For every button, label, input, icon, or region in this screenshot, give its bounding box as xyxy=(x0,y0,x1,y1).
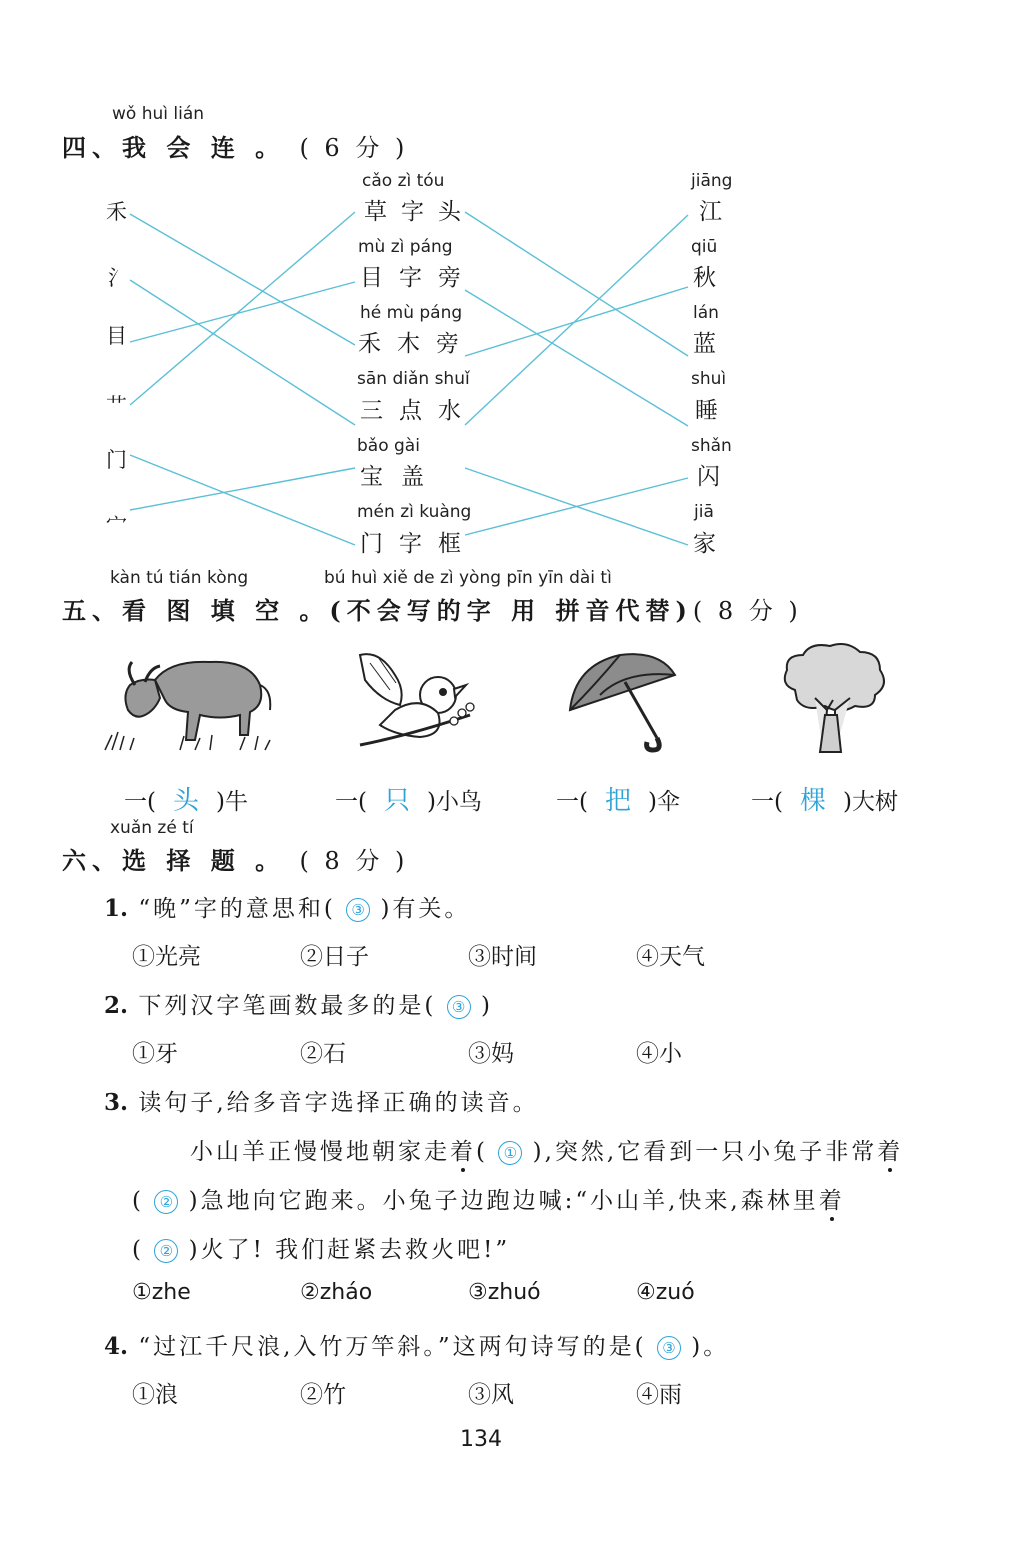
right-item-3: 蓝 xyxy=(693,331,716,357)
q2-option-3[interactable]: ③妈 xyxy=(468,1041,514,1067)
question-4-number: 4. xyxy=(104,1333,129,1360)
left-radical-6: 宀 xyxy=(106,513,127,537)
polyphone-zhe-1: 着 xyxy=(450,1139,476,1165)
fill-item-bird xyxy=(335,780,482,817)
passage-2b: )急地向它跑来。小兔子边跑边喊:“小山羊,快来,森林里 xyxy=(188,1188,819,1214)
fill-prefix-umbrella: 一( xyxy=(556,789,588,815)
question-1-text-after: )有关。 xyxy=(380,896,471,922)
question-4-text-before: “过江千尺浪,入竹万竿斜。”这两句诗写的是( xyxy=(138,1334,647,1360)
q1-option-1[interactable]: ①光亮 xyxy=(132,944,201,970)
right-pinyin-6: jiā xyxy=(694,502,714,522)
right-pinyin-5: shǎn xyxy=(691,436,732,456)
left-radical-4: 艹 xyxy=(106,394,127,418)
middle-pinyin-1: cǎo zì tóu xyxy=(362,171,445,191)
tree-picture xyxy=(775,640,890,755)
polyphone-zhe-2: 着 xyxy=(877,1139,904,1165)
question-2-number: 2. xyxy=(104,992,129,1019)
middle-item-2: 目字旁 xyxy=(360,265,477,291)
fill-answer-tree[interactable]: 棵 xyxy=(799,786,826,816)
umbrella-picture xyxy=(565,650,680,755)
right-item-2: 秋 xyxy=(693,265,716,291)
match-line-caozitou-lan xyxy=(465,212,688,356)
question-3-passage-line-1 xyxy=(190,1133,903,1166)
q3-option-2[interactable]: ②zháo xyxy=(300,1280,373,1305)
section5-title-text: 五、看 图 填 空 。 xyxy=(62,596,330,625)
passage-1a: 小山羊正慢慢地朝家走 xyxy=(190,1139,450,1165)
match-line-sandianshui-jiang xyxy=(465,215,688,425)
right-item-4: 睡 xyxy=(695,398,718,424)
middle-item-3: 禾木旁 xyxy=(358,331,475,357)
question-3-number: 3. xyxy=(104,1089,129,1116)
passage-3a: ( xyxy=(132,1237,144,1263)
q1-option-4[interactable]: ④天气 xyxy=(636,944,705,970)
right-pinyin-1: jiāng xyxy=(691,171,733,191)
question-4-answer[interactable]: ③ xyxy=(657,1336,681,1360)
ox-picture xyxy=(100,640,280,755)
middle-pinyin-3: hé mù páng xyxy=(360,303,463,323)
middle-item-1: 草字头 xyxy=(364,199,475,225)
bird-picture xyxy=(350,645,485,755)
section5-pinyin-left: kàn tú tián kòng xyxy=(110,568,249,588)
page-number: 134 xyxy=(460,1427,502,1452)
q4-option-4[interactable]: ④雨 xyxy=(636,1382,682,1408)
match-line-bao-baogai xyxy=(130,468,355,510)
section6-title-text: 六、选 择 题 。 xyxy=(62,846,286,875)
passage-2a: ( xyxy=(132,1188,144,1214)
right-item-1: 江 xyxy=(699,199,722,225)
right-pinyin-4: shuì xyxy=(691,369,727,389)
left-radical-2: 氵 xyxy=(108,266,129,290)
question-3-passage-line-2 xyxy=(132,1182,845,1215)
match-line-cao-caozitou xyxy=(130,212,355,405)
section4-pinyin: wǒ huì lián xyxy=(112,104,205,124)
middle-item-5: 宝盖 xyxy=(360,464,442,490)
question-1 xyxy=(104,890,470,923)
polyphone-zhe-3: 着 xyxy=(818,1188,845,1214)
fill-item-umbrella xyxy=(556,780,680,817)
question-1-text-before: “晚”字的意思和( xyxy=(138,896,336,922)
q3-option-1[interactable]: ①zhe xyxy=(132,1280,191,1305)
question-3-text: 读句子,给多音字选择正确的读音。 xyxy=(138,1090,539,1116)
fill-answer-umbrella[interactable]: 把 xyxy=(604,786,631,816)
right-item-5: 闪 xyxy=(697,464,720,490)
section4-score: ( 6 分 ) xyxy=(299,134,409,162)
question-3-answer-2[interactable]: ② xyxy=(154,1190,178,1214)
left-radical-1: 禾 xyxy=(106,200,127,224)
match-line-mu-muzipang xyxy=(130,282,355,342)
match-line-hemupang-qiu xyxy=(465,287,688,356)
right-pinyin-3: lán xyxy=(693,303,719,323)
question-1-answer[interactable]: ③ xyxy=(346,898,370,922)
middle-pinyin-5: bǎo gài xyxy=(357,436,420,456)
question-2 xyxy=(104,987,493,1020)
fill-suffix-ox: )牛 xyxy=(215,789,248,815)
question-3 xyxy=(104,1084,539,1117)
fill-prefix-bird: 一( xyxy=(335,789,367,815)
question-3-answer-1[interactable]: ① xyxy=(498,1141,522,1165)
question-2-answer[interactable]: ③ xyxy=(447,995,471,1019)
section4-title-text: 四、我 会 连 。 xyxy=(62,133,286,162)
section5-title xyxy=(62,591,802,626)
q1-option-3[interactable]: ③时间 xyxy=(468,944,537,970)
q2-option-2[interactable]: ②石 xyxy=(300,1041,346,1067)
fill-prefix-tree: 一( xyxy=(751,789,783,815)
fill-suffix-bird: )小鸟 xyxy=(426,789,482,815)
section5-score: ( 8 分 ) xyxy=(692,597,802,625)
passage-3b: )火了! 我们赶紧去救火吧!” xyxy=(188,1237,511,1263)
middle-pinyin-2: mù zì páng xyxy=(358,237,453,257)
question-3-answer-3[interactable]: ② xyxy=(154,1239,178,1263)
section6-pinyin: xuǎn zé tí xyxy=(110,818,194,838)
passage-1c: ),突然,它看到一只小兔子非常 xyxy=(532,1139,878,1165)
fill-answer-bird[interactable]: 只 xyxy=(383,786,410,816)
section5-instruction: (不会写的字 用 拼音代替) xyxy=(329,596,693,625)
q3-option-3[interactable]: ③zhuó xyxy=(468,1280,541,1305)
fill-suffix-tree: )大树 xyxy=(842,789,898,815)
q2-option-4[interactable]: ④小 xyxy=(636,1041,682,1067)
right-pinyin-2: qiū xyxy=(691,237,718,257)
match-line-he-hemupang xyxy=(130,214,355,345)
section6-score: ( 8 分 ) xyxy=(299,847,409,875)
fill-item-ox xyxy=(124,780,248,817)
middle-item-6: 门字框 xyxy=(360,531,477,557)
middle-pinyin-6: mén zì kuàng xyxy=(357,502,472,522)
q2-option-1[interactable]: ①牙 xyxy=(132,1041,178,1067)
q3-option-4[interactable]: ④zuó xyxy=(636,1280,695,1305)
section5-pinyin-right: bú huì xiě de zì yòng pīn yīn dài tì xyxy=(324,568,612,588)
match-line-men-menzikuang xyxy=(130,455,355,545)
question-2-text-before: 下列汉字笔画数最多的是( xyxy=(138,993,437,1019)
left-radical-3: 目 xyxy=(106,324,127,348)
passage-1b: ( xyxy=(476,1139,488,1165)
left-radical-5: 门 xyxy=(106,448,127,472)
q4-option-1[interactable]: ①浪 xyxy=(132,1382,178,1408)
question-4-text-after: )。 xyxy=(691,1334,730,1360)
fill-answer-ox[interactable]: 头 xyxy=(172,786,199,816)
question-1-number: 1. xyxy=(104,895,129,922)
q1-option-2[interactable]: ②日子 xyxy=(300,944,369,970)
question-4 xyxy=(104,1328,729,1361)
fill-suffix-umbrella: )伞 xyxy=(647,789,680,815)
q4-option-2[interactable]: ②竹 xyxy=(300,1382,346,1408)
q4-option-3[interactable]: ③风 xyxy=(468,1382,514,1408)
right-item-6: 家 xyxy=(693,531,716,557)
matching-lines xyxy=(0,0,1030,600)
match-line-menzikuang-shan xyxy=(465,478,688,535)
match-line-muzipang-shui xyxy=(465,290,688,426)
match-line-shui-sandianshui xyxy=(130,280,355,425)
middle-item-4: 三点水 xyxy=(360,398,477,424)
fill-item-tree xyxy=(751,780,898,817)
fill-prefix-ox: 一( xyxy=(124,789,156,815)
question-3-passage-line-3 xyxy=(132,1231,510,1264)
question-2-text-after: ) xyxy=(480,993,493,1019)
section6-title xyxy=(62,841,408,876)
middle-pinyin-4: sān diǎn shuǐ xyxy=(357,369,470,389)
